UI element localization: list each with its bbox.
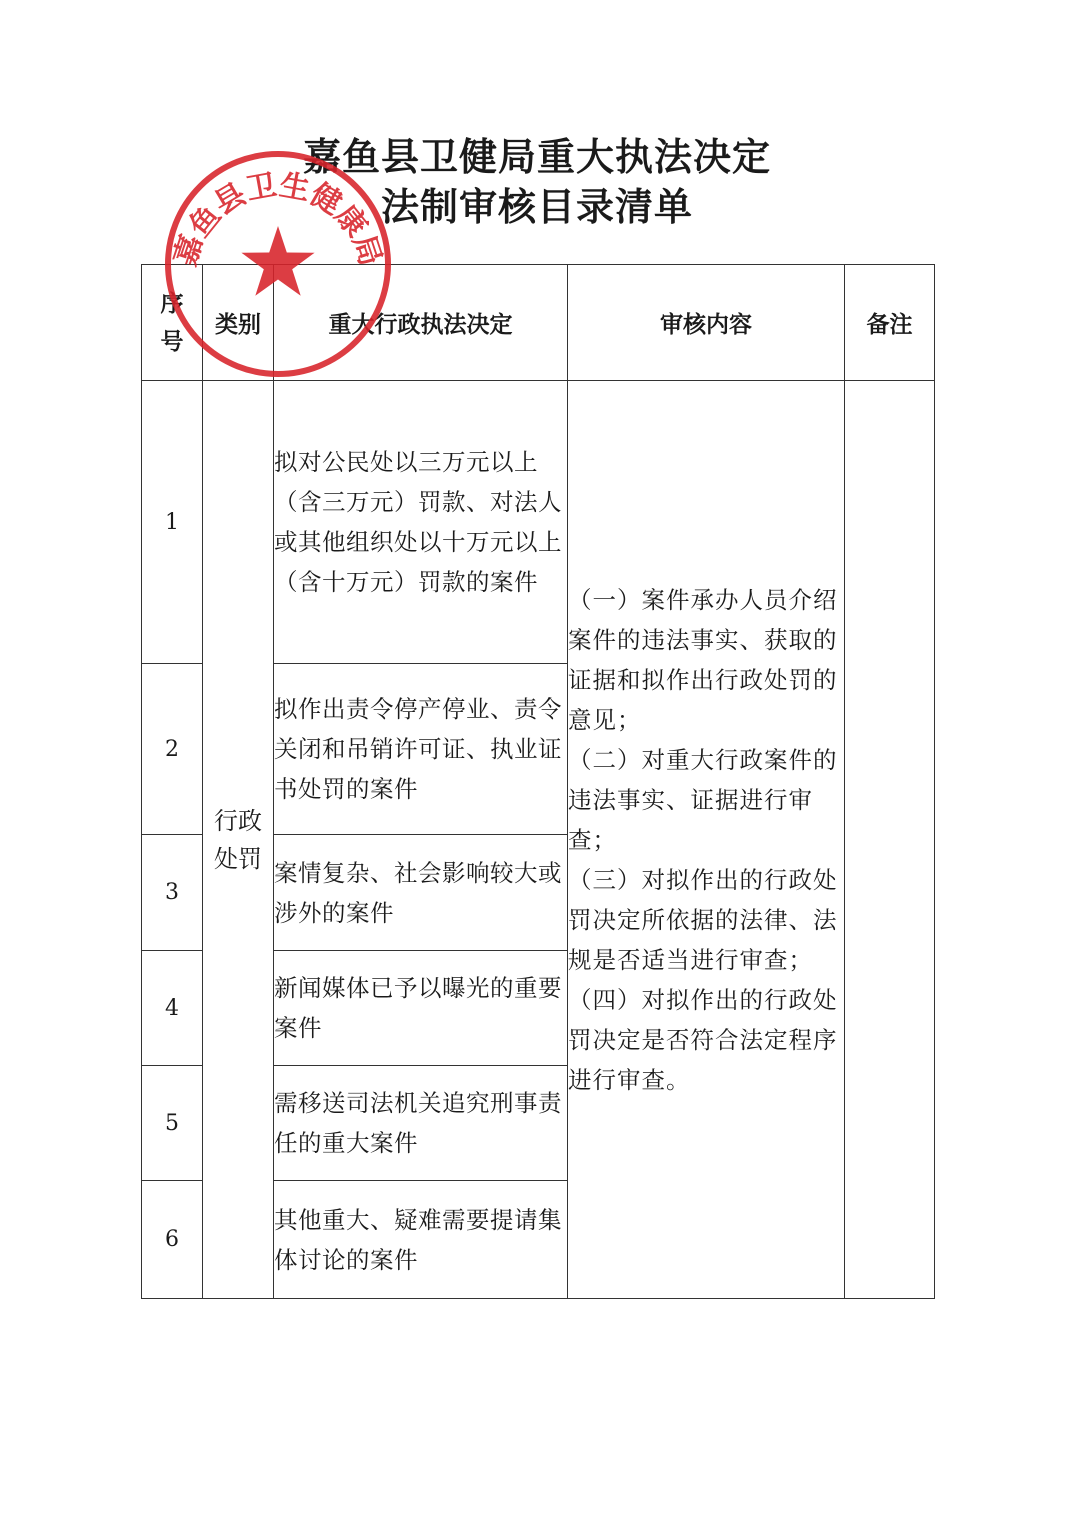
- seal-text: 嘉鱼县卫生健康局: [167, 167, 389, 271]
- document-title-line1: 嘉鱼县卫健局重大执法决定: [302, 134, 771, 179]
- header-decision: 重大行政执法决定: [274, 265, 568, 381]
- row-seq: 1: [142, 381, 203, 664]
- row-seq: 5: [142, 1066, 203, 1181]
- row-decision: 需移送司法机关追究刑事责任的重大案件: [274, 1066, 568, 1181]
- header-review: 审核内容: [568, 265, 845, 381]
- header-remark: 备注: [845, 265, 935, 381]
- row-seq: 6: [142, 1181, 203, 1299]
- review-item: （一）案件承办人员介绍案件的违法事实、获取的证据和拟作出行政处罚的意见；: [568, 585, 838, 734]
- row-decision: 新闻媒体已予以曝光的重要案件: [274, 951, 568, 1066]
- review-catalog-table: [141, 264, 935, 1299]
- header-category: 类别: [203, 265, 274, 381]
- row-decision: 拟对公民处以三万元以上（含三万元）罚款、对法人或其他组织处以十万元以上（含十万元）罚款的案件: [274, 381, 568, 664]
- header-seq: 序号: [142, 265, 203, 381]
- row-decision: 案情复杂、社会影响较大或涉外的案件: [274, 835, 568, 951]
- review-item: （二）对重大行政案件的违法事实、证据进行审查；: [568, 745, 838, 854]
- row-seq: 3: [142, 835, 203, 951]
- row-seq: 2: [142, 664, 203, 835]
- row-seq: 4: [142, 951, 203, 1066]
- remark-cell: [845, 381, 935, 1299]
- review-item: （四）对拟作出的行政处罚决定是否符合法定程序进行审查。: [568, 985, 838, 1094]
- table-row: [142, 381, 935, 664]
- row-decision: 拟作出责令停产停业、责令关闭和吊销许可证、执业证书处罚的案件: [274, 664, 568, 835]
- document-title-line2: 法制审核目录清单: [380, 184, 693, 229]
- review-content-cell: [568, 381, 845, 1299]
- review-item: （三）对拟作出的行政处罚决定所依据的法律、法规是否适当进行审查；: [568, 865, 838, 974]
- category-cell: [203, 381, 274, 1299]
- category-label: 行政处罚: [214, 806, 262, 873]
- row-decision: 其他重大、疑难需要提请集体讨论的案件: [274, 1181, 568, 1299]
- header-row: [142, 265, 935, 381]
